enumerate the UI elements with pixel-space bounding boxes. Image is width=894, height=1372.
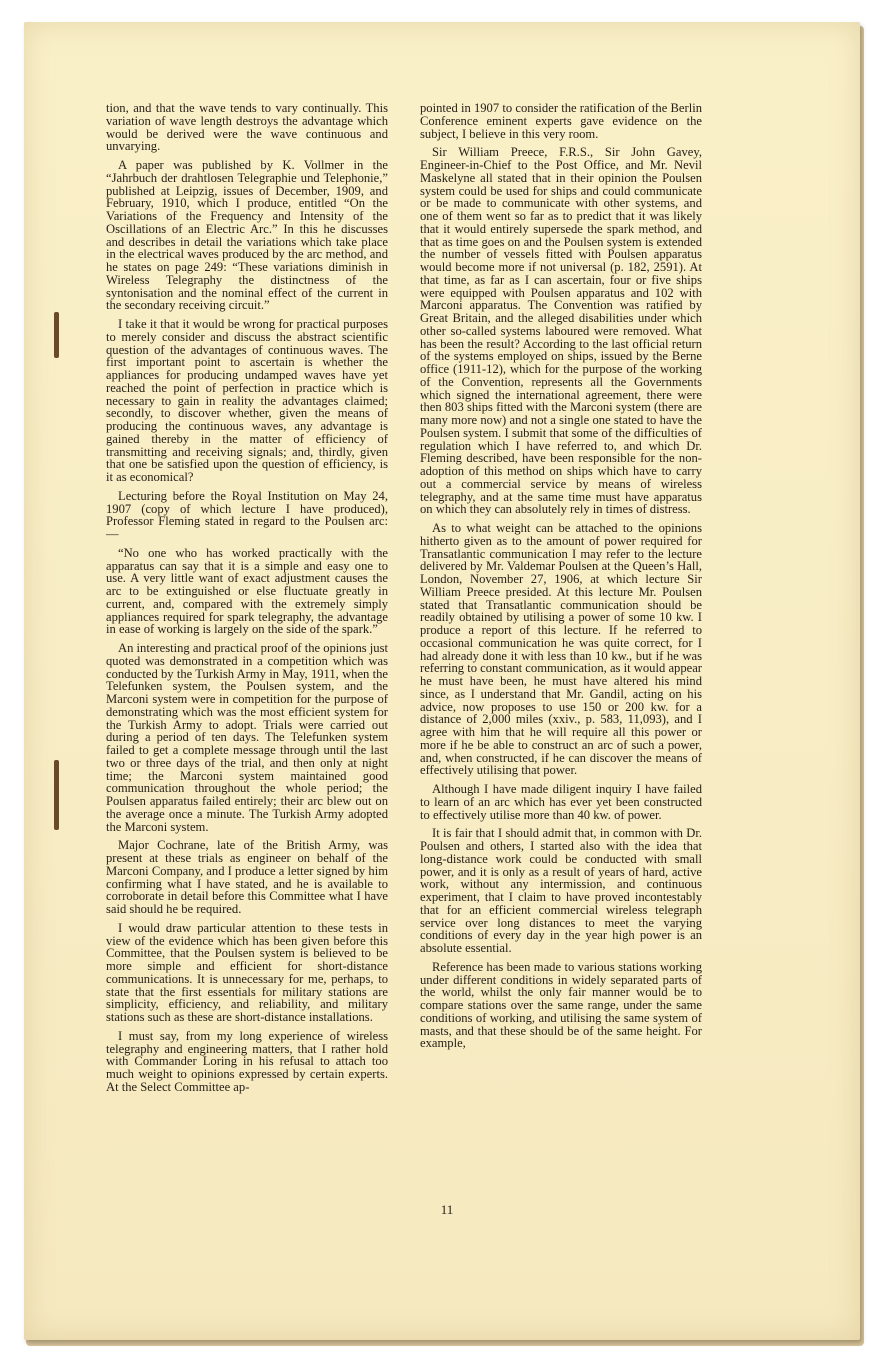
staple-top [54, 312, 59, 358]
paragraph: Major Cochrane, late of the British Army, was present at these trials as engineer on behalf of the Marconi Company, and I produce a letter signed by him confirming what I have stated, and he is available to corroborate in detail before this Committee what I have said should he be required. [106, 838, 388, 916]
paragraph: tion, and that the wave tends to vary continually. This variation of wave length destroys the advantage which would be derived were the wave continuous and unvarying. [106, 101, 388, 154]
staple-bottom [54, 760, 59, 830]
paragraph: Lecturing before the Royal Institution on May 24, 1907 (copy of which lecture I have produced), Professor Fleming stated in regard to the Poulsen arc:— [106, 488, 388, 541]
page-number: 11 [440, 1202, 454, 1217]
paragraph: pointed in 1907 to consider the ratification of the Berlin Conference eminent experts gave evidence on the subject, I believe in this very room. [420, 101, 702, 141]
paragraph: Reference has been made to various stations working under different conditions in widely separated parts of the world, whilst the only fair manner would be to compare stations over the same range, under the same conditions of working, and utilising the same system of masts, and that these should be of the same height. For example, [420, 959, 702, 1051]
paragraph: An interesting and practical proof of the opinions just quoted was demonstrated in a competition which was conducted by the Turkish Army in May, 1911, when the Telefunken system, the Poulsen system, and the Marconi system were in competition for the purpose of demonstrating which was the most efficient system for the Turkish Army to adopt. Trials were carried out during a period of ten days. The Telefunken system failed to get a complete message through until the last two or three days of the trial, and then only at night time; the Marconi system maintained good communication throughout the whole period; the Poulsen apparatus failed entirely; their arc blew out on the average once a minute. The Turkish Army adopted the Marconi system. [106, 641, 389, 834]
right-column [420, 102, 702, 1050]
paragraph: I would draw particular attention to these tests in view of the evidence which has been given before this Committee, that the Poulsen system is believed to be more simple and efficient for short-distance communications. It is unnecessary for me, perhaps, to state that the first essentials for military stations are simplicity, efficiency, and reliability, and military stations such as these are short-distance installations. [106, 920, 388, 1024]
paragraph: Although I have made diligent inquiry I have failed to learn of an arc which has ever yet been constructed to effectively utilise more than 40 kw. of power. [420, 782, 702, 822]
paragraph: As to what weight can be attached to the opinions hitherto given as to the amount of power required for Transatlantic communication I may refer to the lecture delivered by Mr. Valdemar Poulsen at the Queen’s Hall, London, November 27, 1906, at which lecture Sir William Preece presided. At this lecture Mr. Poulsen stated that Transatlantic communication should be readily obtained by utilising a power of some 10 kw. I produce a report of this lecture. If he referred to occasional communication he was quite correct, for I had already done it with less than 10 kw., but if he was referring to constant communication, as it would appear he must have been, he must have altered his mind since, as I understand that Mr. Gandil, acting on his advice, now proposes to use 150 or 200 kw. for a distance of 2,000 miles (xxiv., p. 583, 11,093), and I agree with him that he will require all this power or more if he be able to construct an arc of such a power, and, when constructed, if he can discover the means of effectively utilising that power. [420, 521, 702, 778]
quotation: “No one who has worked practically with the apparatus can say that it is a simple and easy one to use. A very little want of exact adjustment causes the arc to be extinguished or else fluctuate greatly in current, and, compared with the extremely simply appliances required for spark telegraphy, the advantage in ease of working is largely on the side of the spark.” [106, 545, 388, 637]
paragraph: I take it that it would be wrong for practical purposes to merely consider and discuss the abstract scientific question of the advantages of continuous waves. The first important point to ascertain is whether the appliances for producing undamped waves have yet reached the point of perfection in practice which is necessary to gain in reality the advantages claimed; secondly, to discover whether, given the means of producing the continuous waves, any advantage is gained thereby in the matter of efficiency of transmitting and receiving signals; and, thirdly, given that one be satisfied upon the question of efficiency, is it as economical? [106, 317, 388, 484]
paragraph: Sir William Preece, F.R.S., Sir John Gavey, Engineer-in-Chief to the Post Office, and Mr. Nevil Maskelyne all stated that in their opinion the Poulsen system could be used for ships and could communicate or be made to communicate with other systems, and one of them went so far as to predict that it was likely that it would entirely supersede the spark method, and that as time goes on and the Poulsen system is extended the number of vessels fitted with Poulsen apparatus would become more if not universal (p. 182, 2591). At that time, as far as I can ascertain, four or five ships were equipped with Poulsen apparatus and 102 with Marconi apparatus. The Convention was ratified by Great Britain, and the alleged disabilities under which other so-called systems laboured were removed. What has been the result? According to the last official return of the systems employed on ships, issued by the Berne office (1911-12), which for the purpose of the working of the Convention, represents all the Governments which signed the international agreement, there were then 803 ships fitted with the Marconi system (there are many more now) and not a single one stated to have the Poulsen system. I submit that some of the difficulties of regulation which I have referred to, and which Dr. Fleming described, have been responsible for the non-adoption of this method on ships which have to carry out a commercial service by means of wireless telegraphy, and at the same time must have apparatus on which they can absolutely rely in times of distress. [420, 145, 702, 517]
paragraph: A paper was published by K. Vollmer in the “Jahrbuch der drahtlosen Telegraphie und Telephonie,” published at Leipzig, issues of December, 1909, and February, 1910, which I produce, entitled “On the Variations of the Frequency and Intensity of the Oscillations of an Electric Arc.” In this he discusses and describes in detail the variations which take place in the electrical waves produced by the arc method, and he states on page 249: “These variations diminish in Wireless Telegraphy the distinctness of the syntonisation and the nominal effect of the current in the secondary receiving circuit.” [106, 158, 388, 313]
paragraph: I must say, from my long experience of wireless telegraphy and engineering matters, that I rather hold with Commander Loring in his refusal to attach too much weight to opinions expressed by certain experts. At the Select Committee ap- [106, 1028, 388, 1094]
paragraph: It is fair that I should admit that, in common with Dr. Poulsen and others, I started also with the idea that long-distance work could be conducted with small power, and it is only as a result of years of hard, active work, without any intermission, and continuous experiment, that I claim to have proved incontestably that for an efficient commercial wireless telegraph service over long distances to meet the varying conditions of every day in the year high power is an absolute essential. [420, 826, 702, 955]
left-column [106, 102, 388, 1094]
